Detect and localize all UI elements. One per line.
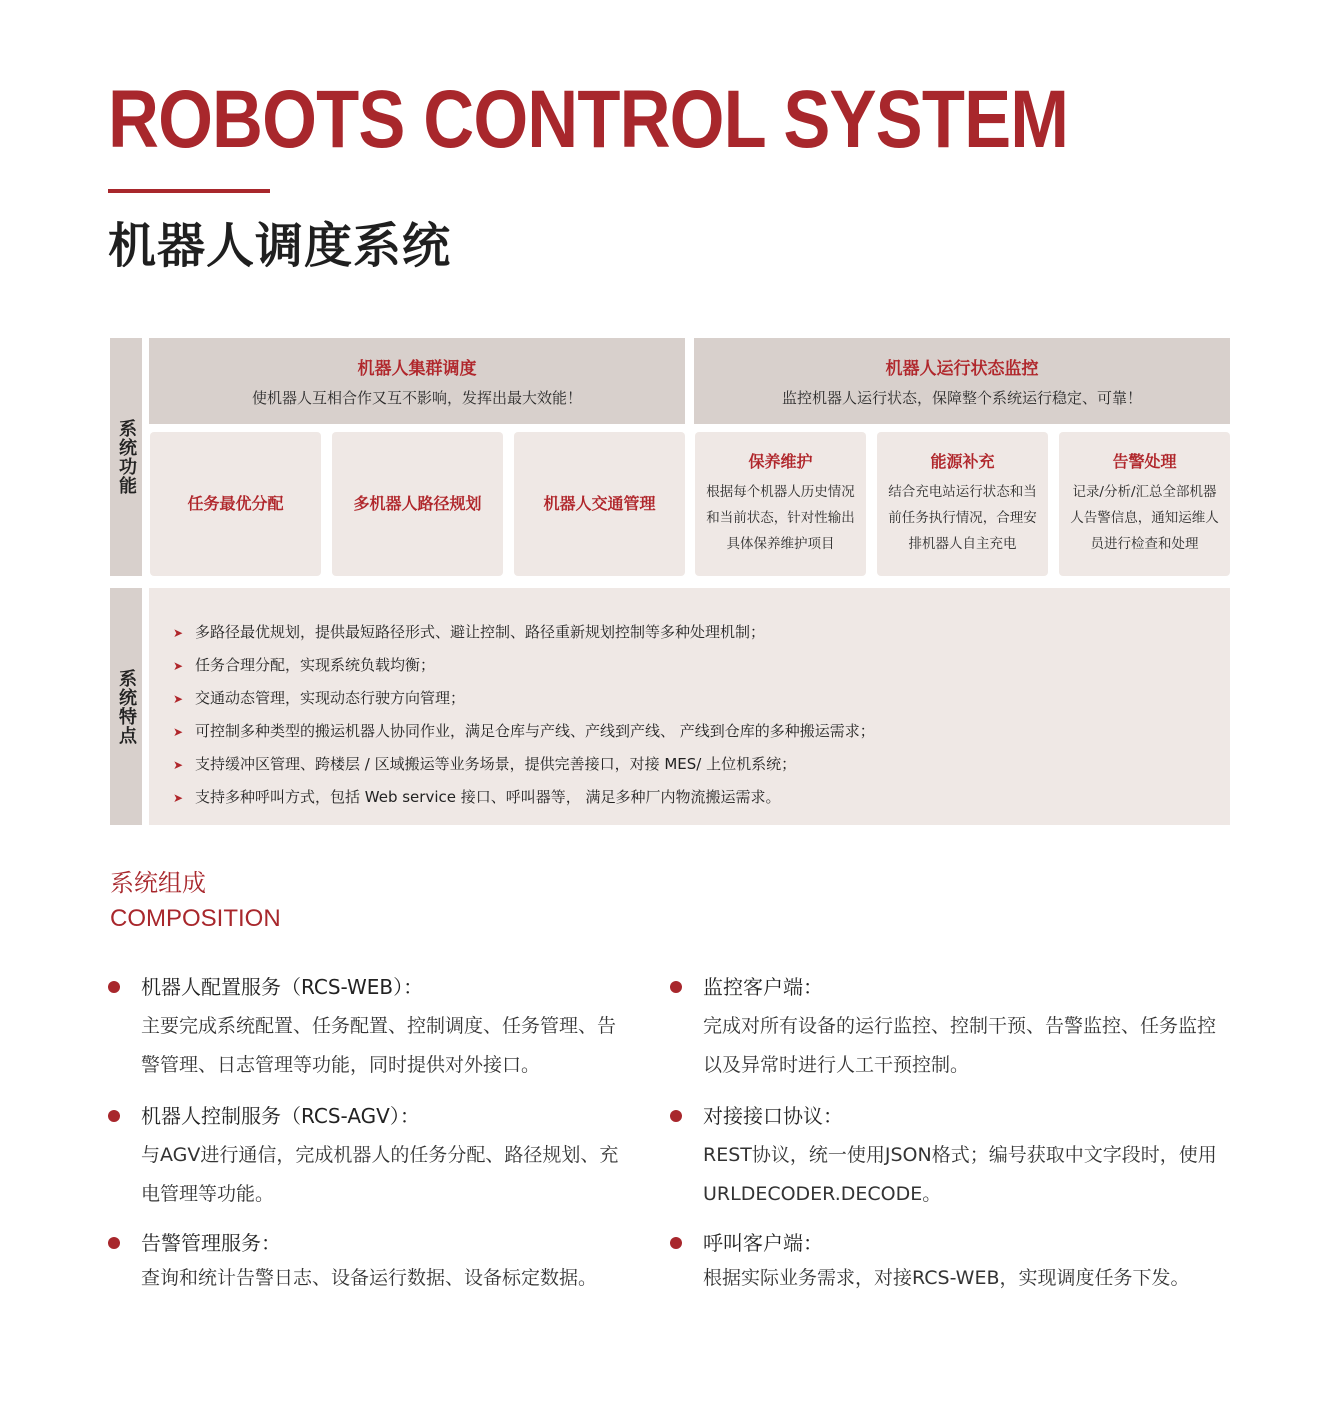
feature-item: ➤ 支持缓冲区管理、跨楼层 / 区域搬运等业务场景，提供完善接口，对接 MES/ 上位机系统； — [173, 748, 875, 781]
feature-item: ➤ 可控制多种类型的搬运机器人协同作业，满足仓库与产线、产线到产线、 产线到仓库的多种搬运需求； — [173, 715, 875, 748]
composition-title-en: COMPOSITION — [110, 905, 281, 932]
composition-item-title: 机器人配置服务（RCS-WEB）： — [141, 975, 424, 999]
function-group-title: 机器人运行状态监控 — [885, 359, 1039, 379]
function-card-title: 多机器人路径规划 — [353, 494, 482, 513]
arrow-right-icon: ➤ — [173, 626, 184, 640]
features-side-label: 系统特点 — [110, 588, 142, 825]
composition-item — [703, 971, 1218, 1085]
composition-item-title: 监控客户端： — [703, 975, 823, 999]
composition-item — [703, 1100, 1218, 1214]
composition-title-cn: 系统组成 — [110, 869, 206, 897]
bullet-dot-icon — [670, 1237, 682, 1249]
function-group-cluster — [149, 338, 685, 424]
function-card-title: 保养维护 — [748, 452, 813, 471]
composition-item — [141, 971, 631, 1085]
bullet-dot-icon — [108, 1110, 120, 1122]
composition-item — [141, 1227, 661, 1298]
bullet-dot-icon — [108, 1237, 120, 1249]
arrow-right-icon: ➤ — [173, 659, 184, 673]
function-card-title: 能源补充 — [930, 452, 995, 471]
function-card-desc: 结合充电站运行状态和当前任务执行情况，合理安排机器人自主充电 — [888, 484, 1037, 552]
title-divider — [108, 189, 270, 193]
feature-item: ➤ 多路径最优规划，提供最短路径形式、避让控制、路径重新规划控制等多种处理机制； — [173, 616, 875, 649]
features-panel — [149, 588, 1230, 825]
function-card-desc: 记录/分析/汇总全部机器人告警信息，通知运维人员进行检查和处理 — [1070, 484, 1219, 552]
function-group-subtitle: 使机器人互相合作又互不影响，发挥出最大效能！ — [251, 389, 582, 407]
composition-item-desc: 与AGV进行通信，完成机器人的任务分配、路径规划、充电管理等功能。 — [141, 1144, 619, 1205]
feature-item: ➤ 交通动态管理，实现动态行驶方向管理； — [173, 682, 875, 715]
composition-item-title: 对接接口协议： — [703, 1104, 843, 1128]
bullet-dot-icon — [108, 981, 120, 993]
feature-item: ➤ 任务合理分配，实现系统负载均衡； — [173, 649, 875, 682]
page-title-cn: 机器人调度系统 — [108, 218, 452, 274]
arrow-right-icon: ➤ — [173, 758, 184, 772]
bullet-dot-icon — [670, 1110, 682, 1122]
function-card — [150, 432, 321, 576]
composition-item — [141, 1100, 631, 1214]
arrow-right-icon: ➤ — [173, 692, 184, 706]
composition-item-desc: 查询和统计告警日志、设备运行数据、设备标定数据。 — [141, 1267, 598, 1289]
bullet-dot-icon — [670, 981, 682, 993]
function-group-subtitle: 监控机器人运行状态，保障整个系统运行稳定、可靠！ — [781, 389, 1142, 407]
function-card — [1059, 432, 1230, 576]
composition-item — [703, 1227, 1243, 1298]
function-card — [877, 432, 1048, 576]
function-card-title: 告警处理 — [1112, 452, 1177, 471]
function-group-title: 机器人集群调度 — [357, 359, 477, 379]
composition-item-title: 呼叫客户端： — [703, 1231, 823, 1255]
features-list — [173, 616, 875, 814]
arrow-right-icon: ➤ — [173, 791, 184, 805]
composition-item-desc: 根据实际业务需求，对接RCS-WEB，实现调度任务下发。 — [703, 1267, 1190, 1289]
function-card-desc: 根据每个机器人历史情况和当前状态，针对性输出具体保养维护项目 — [706, 484, 855, 552]
composition-item-desc: 完成对所有设备的运行监控、控制干预、告警监控、任务监控以及异常时进行人工干预控制。 — [703, 1015, 1217, 1076]
function-card — [514, 432, 685, 576]
functions-side-label: 系统功能 — [110, 338, 142, 576]
arrow-right-icon: ➤ — [173, 725, 184, 739]
function-card-title: 机器人交通管理 — [543, 494, 656, 513]
page-title-en: ROBOTS CONTROL SYSTEM — [108, 74, 1069, 165]
function-card-title: 任务最优分配 — [187, 494, 284, 513]
composition-item-desc: 主要完成系统配置、任务配置、控制调度、任务管理、告警管理、日志管理等功能，同时提供对外接口。 — [141, 1015, 617, 1076]
function-card — [332, 432, 503, 576]
composition-item-title: 机器人控制服务（RCS-AGV）： — [141, 1104, 420, 1128]
composition-item-title: 告警管理服务： — [141, 1231, 281, 1255]
function-card — [695, 432, 866, 576]
feature-item: ➤ 支持多种呼叫方式，包括 Web service 接口、呼叫器等， 满足多种厂内物流搬运需求。 — [173, 781, 875, 814]
function-group-monitor — [694, 338, 1230, 424]
composition-item-desc: REST协议，统一使用JSON格式；编号获取中文字段时，使用URLDECODER.DECODE。 — [703, 1144, 1217, 1205]
